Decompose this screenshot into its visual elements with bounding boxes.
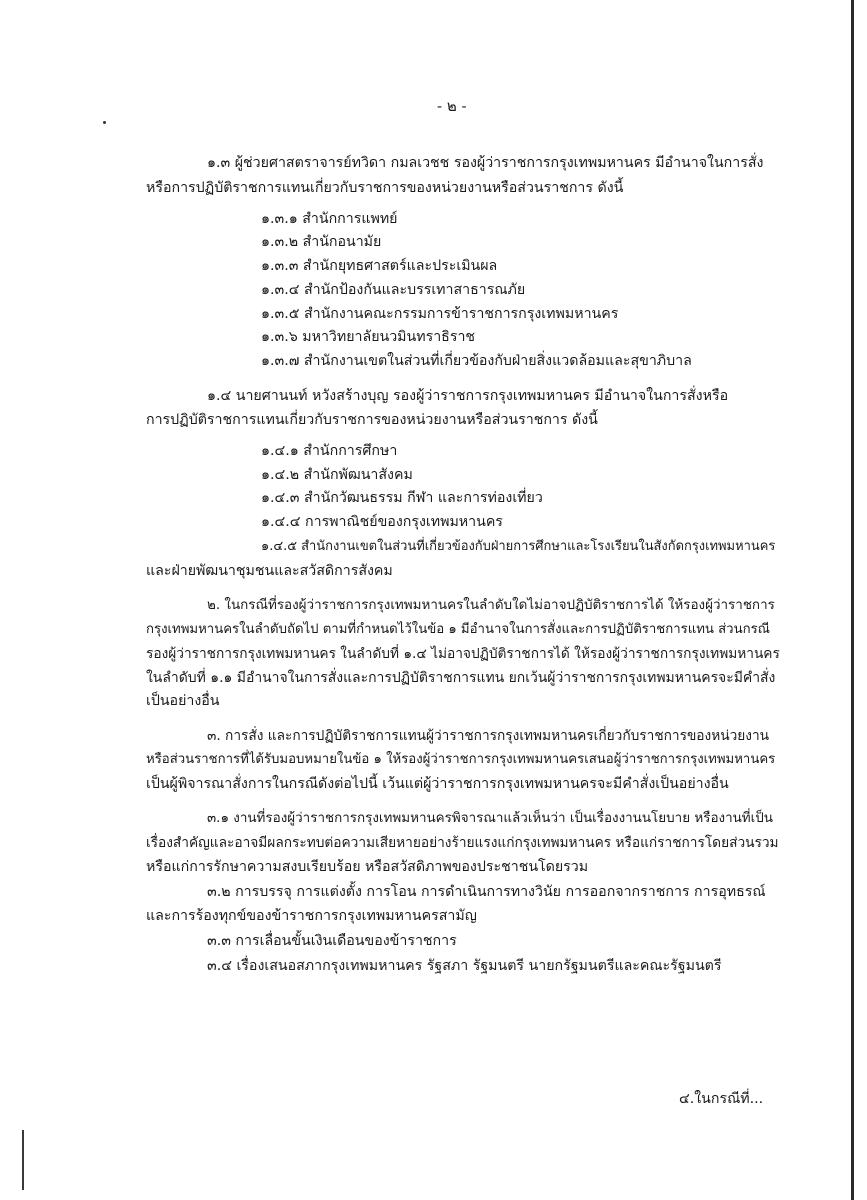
item-1-4-3: ๑.๔.๓ สำนักวัฒนธรรม กีฬา และการท่องเที่ยว — [261, 490, 543, 506]
page-number: - ๒ - — [437, 97, 467, 115]
item-1-3-7: ๑.๓.๗ สำนักงานเขตในส่วนที่เกี่ยวข้องกับฝ่ายสิ่งแวดล้อมและสุขาภิบาล — [261, 353, 692, 369]
item-1-3-2: ๑.๓.๒ สำนักอนามัย — [261, 234, 382, 250]
item-1-4-2: ๑.๔.๒ สำนักพัฒนาสังคม — [261, 467, 413, 483]
item-1-3-1: ๑.๓.๑ สำนักการแพทย์ — [261, 211, 398, 227]
clause-2-line-3: รองผู้ว่าราชการกรุงเทพมหานคร ในลำดับที่ ๑.๔ ไม่อาจปฏิบัติราชการได้ ให้รองผู้ว่าราชการกรุงเทพมหานคร — [146, 646, 780, 662]
clause-3-line-2: หรือส่วนราชการที่ได้รับมอบหมายในข้อ ๑ ให้รองผู้ว่าราชการกรุงเทพมหานครเสนอผู้ว่าราชการกรุงเทพมหานคร — [146, 752, 776, 767]
scan-border-left — [22, 1130, 24, 1190]
clause-2-line-5: เป็นอย่างอื่น — [146, 693, 220, 709]
item-1-3-5: ๑.๓.๕ สำนักงานคณะกรรมการข้าราชการกรุงเทพมหานคร — [261, 306, 619, 322]
item-1-4-5-cont: และฝ่ายพัฒนาชุมชนและสวัสดิการสังคม — [146, 563, 393, 579]
item-1-4-5: ๑.๔.๕ สำนักงานเขตในส่วนที่เกี่ยวข้องกับฝ่ายการศึกษาและโรงเรียนในสังกัดกรุงเทพมหานคร — [261, 539, 776, 554]
clause-3-line-3: เป็นผู้พิจารณาสั่งการในกรณีดังต่อไปนี้ เว้นแต่ผู้ว่าราชการกรุงเทพมหานครจะมีคำสั่งเป็นอย่างอื่น — [146, 776, 729, 792]
clause-3-line-1: ๓. การสั่ง และการปฏิบัติราชการแทนผู้ว่าราชการกรุงเทพมหานครเกี่ยวกับราชการของหน่วยงาน — [207, 728, 770, 744]
clause-3-1-line-1: ๓.๑ งานที่รองผู้ว่าราชการกรุงเทพมหานครพิจารณาแล้วเห็นว่า เป็นเรื่องงานนโยบาย หรืองานที่เป็น — [207, 811, 773, 826]
item-1-4-4: ๑.๔.๔ การพาณิชย์ของกรุงเทพมหานคร — [261, 514, 503, 530]
item-1-3-4: ๑.๓.๔ สำนักป้องกันและบรรเทาสาธารณภัย — [261, 282, 526, 298]
clause-3-1-line-2: เรื่องสำคัญและอาจมีผลกระทบต่อความเสียหายอย่างร้ายแรงแก่กรุงเทพมหานคร หรือแก่ราชการโดยส่วนรวม — [146, 835, 779, 851]
clause-3-2-line-2: และการร้องทุกข์ของข้าราชการกรุงเทพมหานครสามัญ — [146, 908, 477, 924]
clause-3-1-line-3: หรือแก่การรักษาความสงบเรียบร้อย หรือสวัสดิภาพของประชาชนโดยรวม — [146, 859, 589, 875]
clause-3-3: ๓.๓ การเลื่อนขั้นเงินเดือนของข้าราชการ — [207, 933, 457, 949]
continuation-note: ๔.ในกรณีที่... — [679, 1091, 764, 1107]
item-1-4-1: ๑.๔.๑ สำนักการศึกษา — [261, 443, 398, 459]
clause-1-3-heading: ๑.๓ ผู้ช่วยศาสตราจารย์ทวิดา กมลเวชช รองผู้ว่าราชการกรุงเทพมหานคร มีอำนาจในการสั่ง — [207, 155, 764, 171]
clause-2-line-2: กรุงเทพมหานครในลำดับถัดไป ตามที่กำหนดไว้ในข้อ ๑ มีอำนาจในการสั่งและการปฏิบัติราชการแทน ส่วนกรณี — [146, 622, 770, 637]
scan-speck — [103, 121, 106, 124]
clause-3-4: ๓.๔ เรื่องเสนอสภากรุงเทพมหานคร รัฐสภา รัฐมนตรี นายกรัฐมนตรีและคณะรัฐมนตรี — [207, 958, 722, 974]
clause-1-4-heading: ๑.๔ นายศานนท์ หวังสร้างบุญ รองผู้ว่าราชการกรุงเทพมหานคร มีอำนาจในการสั่งหรือ — [207, 388, 729, 404]
clause-1-3-heading-cont: หรือการปฏิบัติราชการแทนเกี่ยวกับราชการของหน่วยงานหรือส่วนราชการ ดังนี้ — [146, 180, 624, 196]
item-1-3-6: ๑.๓.๖ มหาวิทยาลัยนวมินทราธิราช — [261, 329, 476, 345]
clause-3-2-line-1: ๓.๒ การบรรจุ การแต่งตั้ง การโอน การดำเนินการทางวินัย การออกจากราชการ การอุทธรณ์ — [207, 884, 766, 900]
clause-2-line-4: ในลำดับที่ ๑.๑ มีอำนาจในการสั่งและการปฏิบัติราชการแทน ยกเว้นผู้ว่าราชการกรุงเทพมหานครจะมีคำสั่ง — [146, 670, 776, 686]
item-1-3-3: ๑.๓.๓ สำนักยุทธศาสตร์และประเมินผล — [261, 258, 498, 274]
clause-2-line-1: ๒. ในกรณีที่รองผู้ว่าราชการกรุงเทพมหานครในลำดับใดไม่อาจปฏิบัติราชการได้ ให้รองผู้ว่าราชการ — [207, 598, 775, 613]
clause-1-4-heading-cont: การปฏิบัติราชการแทนเกี่ยวกับราชการของหน่วยงานหรือส่วนราชการ ดังนี้ — [146, 412, 598, 428]
scan-border-right — [851, 0, 854, 1200]
